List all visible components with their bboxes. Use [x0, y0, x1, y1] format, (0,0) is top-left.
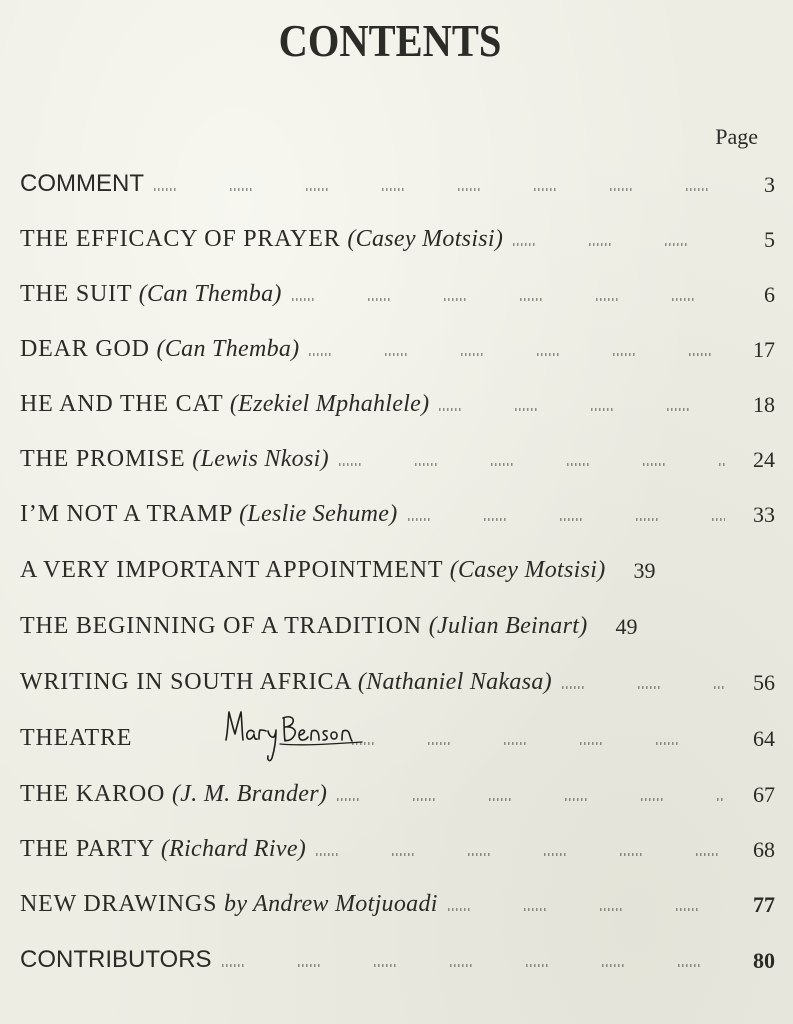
entry-author: by Andrew Motjuoadi	[224, 891, 438, 917]
entry-author: (Leslie Sehume)	[239, 501, 398, 527]
toc-entry	[20, 829, 775, 863]
toc-entry	[20, 718, 775, 752]
dot-leader	[339, 463, 725, 466]
entry-title-line	[20, 669, 552, 696]
entry-title: I’M NOT A TRAMP	[20, 501, 233, 527]
entry-author: (Casey Motsisi)	[347, 226, 504, 252]
entry-title-line	[20, 613, 588, 640]
entry-author: (Ezekiel Mphahlele)	[229, 391, 430, 417]
entry-title: THE SUIT	[20, 281, 132, 307]
entry-title-line	[20, 557, 606, 584]
dot-leader	[222, 964, 725, 967]
toc-entry	[20, 940, 775, 974]
dot-leader	[439, 408, 725, 411]
toc-entry	[20, 384, 775, 418]
toc-entry	[20, 439, 775, 473]
entry-author: (Casey Motsisi)	[449, 557, 606, 583]
entry-title-line	[20, 226, 503, 253]
dot-leader	[448, 908, 725, 911]
dot-leader	[316, 853, 725, 856]
toc-entry	[20, 494, 775, 528]
toc-entry	[20, 274, 775, 308]
dot-leader	[309, 353, 725, 356]
toc-entry	[20, 662, 775, 696]
entry-page-number: 67	[753, 782, 775, 807]
entry-author: (Nathaniel Nakasa)	[357, 669, 552, 695]
toc-entry	[20, 774, 775, 808]
entry-page-number: 3	[764, 172, 775, 197]
entry-title-line	[20, 891, 438, 918]
entry-page-number: 77	[753, 892, 775, 917]
entry-title: HE AND THE CAT	[20, 391, 223, 417]
dot-leader	[352, 742, 725, 745]
entry-page-number: 80	[753, 948, 775, 973]
entry-page-number: 33	[753, 502, 775, 527]
entry-title: NEW DRAWINGS	[20, 891, 218, 917]
dot-leader	[513, 243, 725, 246]
entry-title: DEAR GOD	[20, 336, 150, 362]
entry-author: (Richard Rive)	[160, 836, 307, 862]
entry-page-number: 17	[753, 337, 775, 362]
dot-leader	[154, 188, 725, 191]
entry-title-line	[20, 281, 282, 308]
toc-entry	[20, 329, 775, 363]
handwritten-annotation-signature	[222, 708, 372, 768]
entry-title: THE PROMISE	[20, 446, 186, 472]
toc-entry	[20, 884, 775, 918]
entry-title: THEATRE	[20, 725, 133, 751]
toc-entry	[20, 164, 775, 198]
entry-title: THE KAROO	[20, 781, 166, 807]
entry-page-number: 5	[764, 227, 775, 252]
entry-author: (Lewis Nkosi)	[192, 446, 329, 472]
entry-page-number: 6	[764, 282, 775, 307]
dot-leader	[408, 518, 725, 521]
entry-title: WRITING IN SOUTH AFRICA	[20, 669, 352, 695]
entry-author: (Can Themba)	[156, 336, 300, 362]
entry-title: A VERY IMPORTANT APPOINTMENT	[20, 557, 443, 583]
entry-title: THE PARTY	[20, 836, 154, 862]
toc-entry	[20, 219, 775, 253]
dot-leader	[562, 686, 725, 689]
entry-title-line	[20, 781, 327, 808]
entry-page-number: 49	[615, 614, 638, 639]
toc-entry	[20, 550, 775, 584]
page-column-label: Page	[715, 124, 758, 149]
entry-title-line	[20, 336, 299, 363]
entry-page-number: 39	[633, 558, 656, 583]
entry-page-number: 68	[753, 837, 775, 862]
entry-page-number: 18	[753, 392, 775, 417]
dot-leader	[337, 798, 725, 801]
dot-leader	[292, 298, 725, 301]
entry-title: THE EFFICACY OF PRAYER	[20, 226, 341, 252]
entry-title-line	[20, 446, 329, 473]
entry-title: THE BEGINNING OF A TRADITION	[20, 613, 422, 639]
toc-entry	[20, 606, 775, 640]
entry-page-number: 24	[753, 447, 775, 472]
entry-page-number: 64	[753, 726, 775, 751]
entry-page-number: 56	[753, 670, 775, 695]
page-title: CONTENTS	[278, 15, 502, 66]
entry-author: (J. M. Brander)	[172, 781, 328, 807]
entry-title-line	[20, 391, 429, 418]
entry-title-line	[20, 836, 306, 863]
entry-author: (Can Themba)	[138, 281, 282, 307]
entry-title: COMMENT	[20, 170, 144, 197]
entry-author: (Julian Beinart)	[428, 613, 588, 639]
entry-title-line	[20, 501, 398, 528]
entry-title: CONTRIBUTORS	[20, 946, 212, 973]
